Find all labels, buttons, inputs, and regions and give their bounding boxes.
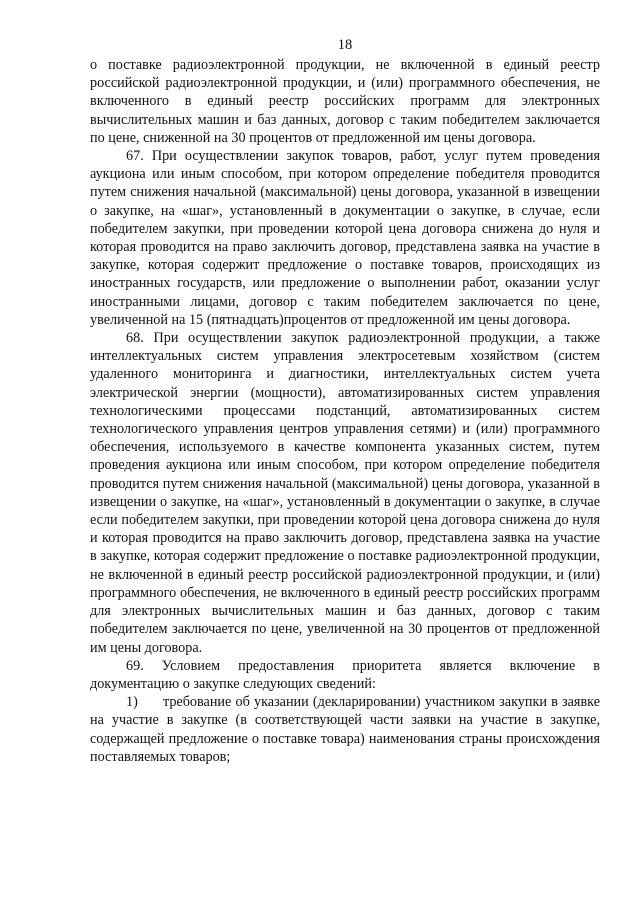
paragraph-68: 68. При осуществлении закупок радиоэлектронной продукции, а также интеллектуальных систем управления электросетевым хозяйством (систем удаленного мониторинга и диагностики, интеллектуальных систем учета электрической энергии (мощности), автоматизированных систем управления технологическими процессами подстанций, автоматизированных систем технологического управления центров управления сетями) и (или) программного обеспечения, используемого в качестве компонента указанных систем, путем проведения аукциона или иным способом, при котором определение победителя проводится путем снижения начальной (максимальной) цены договора, указанной в извещении о закупке, на «шаг», установленный в документации о закупке, в случае если победителем закупки, при проведении которой цена договора снижена до нуля и которая проводится на право заключить договор, представлена заявка на участие в закупке, которая содержит предложение о поставке радиоэлектронной продукции, не включенной в единый реестр российской радиоэлектронной продукции, и (или) программного обеспечения, не включенного в единый реестр российских программ для электронных вычислительных машин и баз данных, договор с таким победителем заключается по цене, увеличенной на 30 процентов от предложенной им цены договора. bbox=[90, 330, 600, 656]
page-number: 18 bbox=[337, 37, 353, 53]
paragraph-69: 69. Условием предоставления приоритета является включение в документацию о закупке следующих сведений: bbox=[90, 657, 600, 692]
paragraph-continuation: о поставке радиоэлектронной продукции, не включенной в единый реестр российской радиоэлектронной продукции, и (или) программного обеспечения, не включенного в единый реестр российских программ для электронных вычислительных машин и баз данных, договор с таким победителем заключается по цене, сниженной на 30 процентов от предложенной им цены договора. bbox=[90, 57, 600, 146]
paragraph-69-item-1: 1) требование об указании (декларировании) участником закупки в заявке на участие в закупке (в соответствующей части заявки на участие в закупке, содержащей предложение о поставке товара) наименования страны происхождения поставляемых товаров; bbox=[90, 694, 604, 765]
document-page bbox=[90, 36, 604, 766]
paragraph-67: 67. При осуществлении закупок товаров, работ, услуг путем проведения аукциона или иным способом, при котором определение победителя проводится путем снижения начальной (максимальной) цены договора, указанной в извещении о закупке, на «шаг», установленный в документации о закупке, в случае, если победителем закупки, при проведении которой цена договора снижена до нуля и которая проводится на право заключить договор, представлена заявка на участие в закупке, которая содержит предложение о поставке товаров, происходящих из иностранных государств, или предложение о выполнении работ, оказании услуг иностранными лицами, договор с таким победителем заключается по цене, увеличенной на 15 (пятнадцать)процентов от предложенной им цены договора. bbox=[90, 148, 600, 328]
